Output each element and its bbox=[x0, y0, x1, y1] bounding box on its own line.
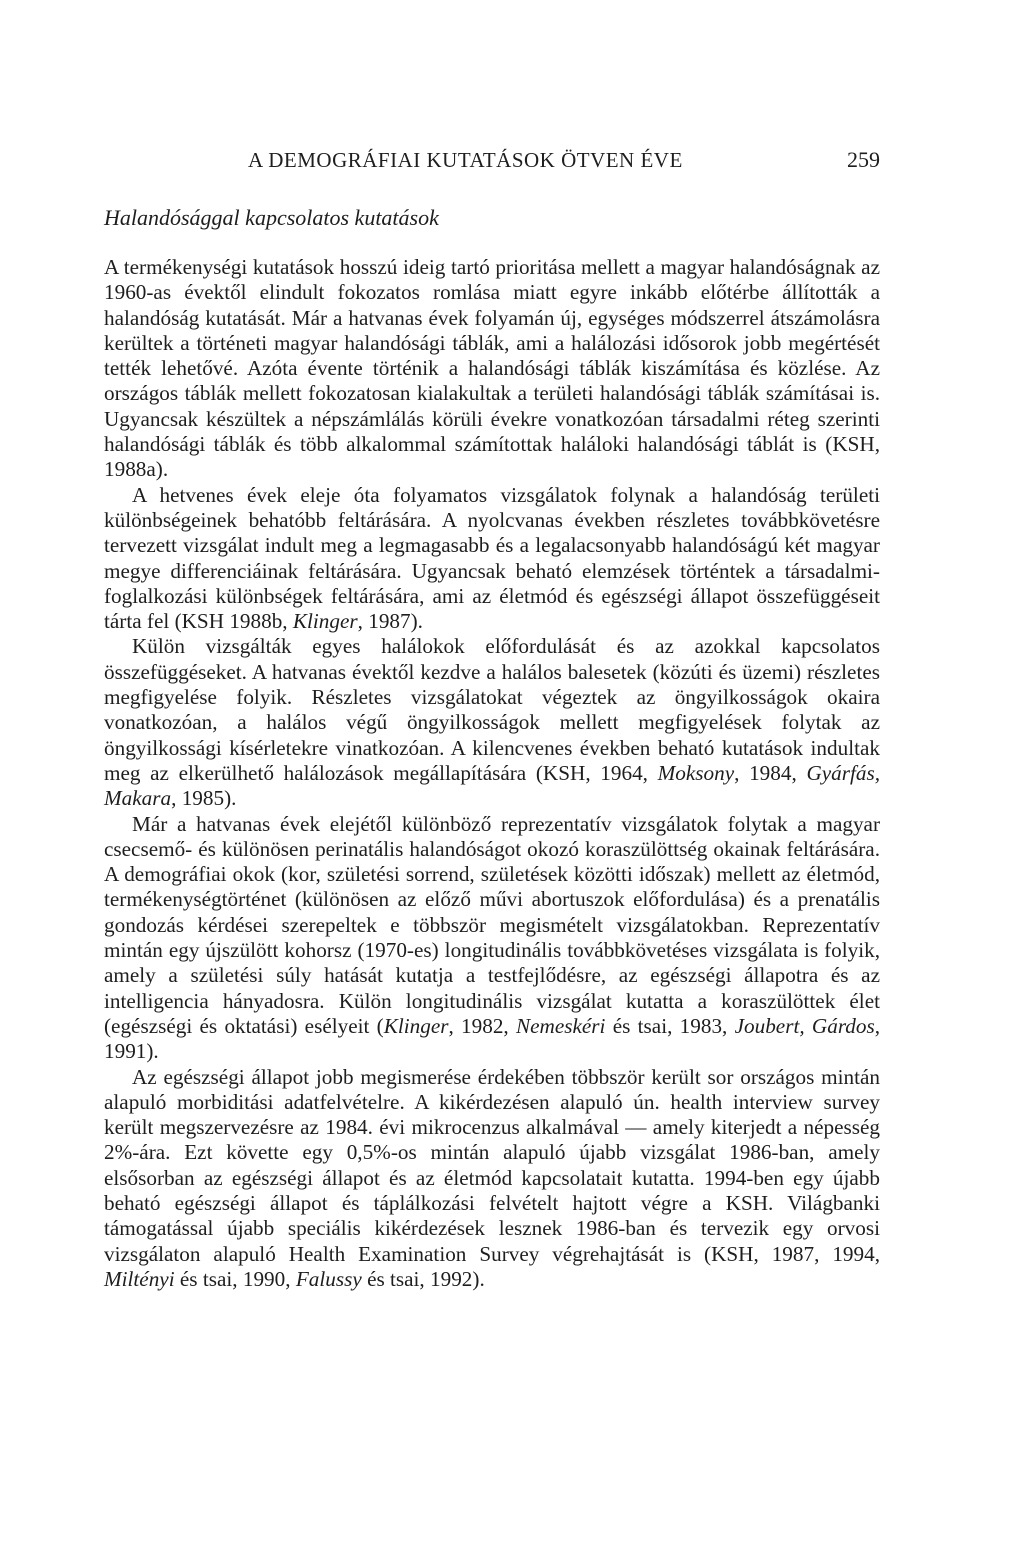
paragraph-text: Külön vizsgálták egyes halálokok előfordulását és az azokkal kapcsolatos összefüggéseket. A hatvanas évektől kezdve a halálos balesetek (közúti és üzemi) részletes megfigyelése folyik. Részletes vizsgálatokat végeztek az öngyilkosságok okaira vonatkozóan, a halálos végű öngyilkosságok mellett megfigyelések folytak az öngyilkossági kísérletekre vinatkozóan. A kilencvenes években beható kutatások indultak meg az elkerülhető halálozások megállapítására (KSH, 1964, bbox=[104, 634, 880, 785]
citation-author: Moksony bbox=[657, 760, 735, 785]
running-header: A DEMOGRÁFIAI KUTATÁSOK ÖTVEN ÉVE bbox=[248, 148, 683, 172]
paragraph-text: és tsai, 1983, bbox=[605, 1013, 735, 1038]
citation-author: Nemeskéri bbox=[516, 1013, 606, 1038]
citation-author: Klinger bbox=[292, 609, 358, 634]
citation-author: Falussy bbox=[295, 1266, 362, 1291]
paragraph-text: , 1991). bbox=[104, 1013, 881, 1064]
citation-author: Gyárfás, Makara bbox=[104, 760, 881, 811]
paragraph bbox=[104, 483, 880, 635]
paragraph bbox=[104, 255, 880, 483]
paragraph-text: és tsai, 1992). bbox=[361, 1266, 485, 1291]
paragraph-text: Már a hatvanas évek elejétől különböző reprezentatív vizsgálatok folytak a magyar csecsemő- és különösen perinatális halandóságot okozó koraszülöttség okainak feltárására. A demográfiai okok (kor, születési sorrend, születések közötti időszak) mellett az életmód, termékenységtörténet (különösen az előző művi abortuszok előfordulása) és a prenatális gondozás kérdései szerepeltek e többször megismételt vizsgálatokban. Reprezentatív mintán egy újszülött kohorsz (1970-es) longitudinális továbbkövetéses vizsgálata is folyik, amely a születési súly hatását kutatja a testfejlődésre, az egészségi állapotra és az intelligencia hányadosra. Külön longitudinális vizsgálat kutatta a koraszülöttek élet (egészségi és oktatási) esélyeit ( bbox=[104, 811, 880, 1038]
paragraph-text: A termékenységi kutatások hosszú ideig tartó prioritása mellett a magyar halandóságnak az 1960-as évektől elindult fokozatos romlása miatt egyre inkább előtérbe állították a halandóság kutatását. Már a hatvanas évek folyamán új, egységes módszerrel átszámolásra kerültek a történeti magyar halandósági táblák, ami a halálozási idősorok jobb megértését tették lehetővé. Azóta évente történik a halandósági táblák kiszámítása és közlése. Az országos táblák mellett fokozatosan kialakultak a területi halandósági táblák számításai is. Ugyancsak készültek a népszámlálás körüli évekre vonatkozóan társadalmi réteg szerinti halandósági táblák és több alkalommal számítottak haláloki halandósági táblát is (KSH, 1988a). bbox=[104, 255, 880, 482]
section-title: Halandósággal kapcsolatos kutatások bbox=[104, 205, 439, 230]
paragraph-text: A hetvenes évek eleje óta folyamatos vizsgálatok folynak a halandóság területi különbségeinek behatóbb feltárására. A nyolcvanas években részletes továbbkövetésre tervezett vizsgálat indult meg a legmagasabb és a legalacsonyabb halandóságú két magyar megye differenciáinak feltárására. Ugyancsak beható elemzések történtek a társadalmi-foglalkozási különbségek feltárására, ami az életmód és egészségi állapot összefüggéseit tárta fel (KSH 1988b, bbox=[104, 482, 880, 634]
paragraph bbox=[104, 812, 880, 1065]
paragraph-text: és tsai, 1990, bbox=[174, 1266, 296, 1291]
paragraph-text: , 1982, bbox=[448, 1013, 517, 1038]
paragraph-text: Az egészségi állapot jobb megismerése érdekében többször került sor országos mintán alapuló morbiditási adatfelvételre. A kikérdezésen alapuló ún. health interview survey került megszervezésre az 1984. évi mikrocenzus alkalmával — amely kiterjedt a népesség 2%-ára. Ezt követte egy 0,5%-os mintán alapuló újabb vizsgálat 1986-ban, amely elsősorban az egészségi állapot és az életmód kapcsolatait kutatta. 1994-ben egy újabb beható egészségi állapot és táplálkozási felvételt hajtott végre a KSH. Világbanki támogatással újabb speciális kikérdezések lesznek 1986-ban és tervezik egy orvosi vizsgálaton alapuló Health Examination Survey végrehajtását is (KSH, 1987, 1994, bbox=[104, 1064, 880, 1266]
paragraph-text: , 1987). bbox=[357, 609, 423, 634]
paragraph bbox=[104, 634, 880, 811]
paragraph-text: , 1984, bbox=[734, 760, 807, 785]
page-number: 259 bbox=[847, 147, 880, 172]
citation-author: Joubert, Gárdos bbox=[734, 1013, 875, 1038]
paragraph bbox=[104, 1065, 880, 1293]
citation-author: Klinger bbox=[383, 1013, 449, 1038]
body-text bbox=[104, 255, 880, 1292]
citation-author: Miltényi bbox=[104, 1266, 175, 1291]
paragraph-text: , 1985). bbox=[171, 786, 237, 811]
